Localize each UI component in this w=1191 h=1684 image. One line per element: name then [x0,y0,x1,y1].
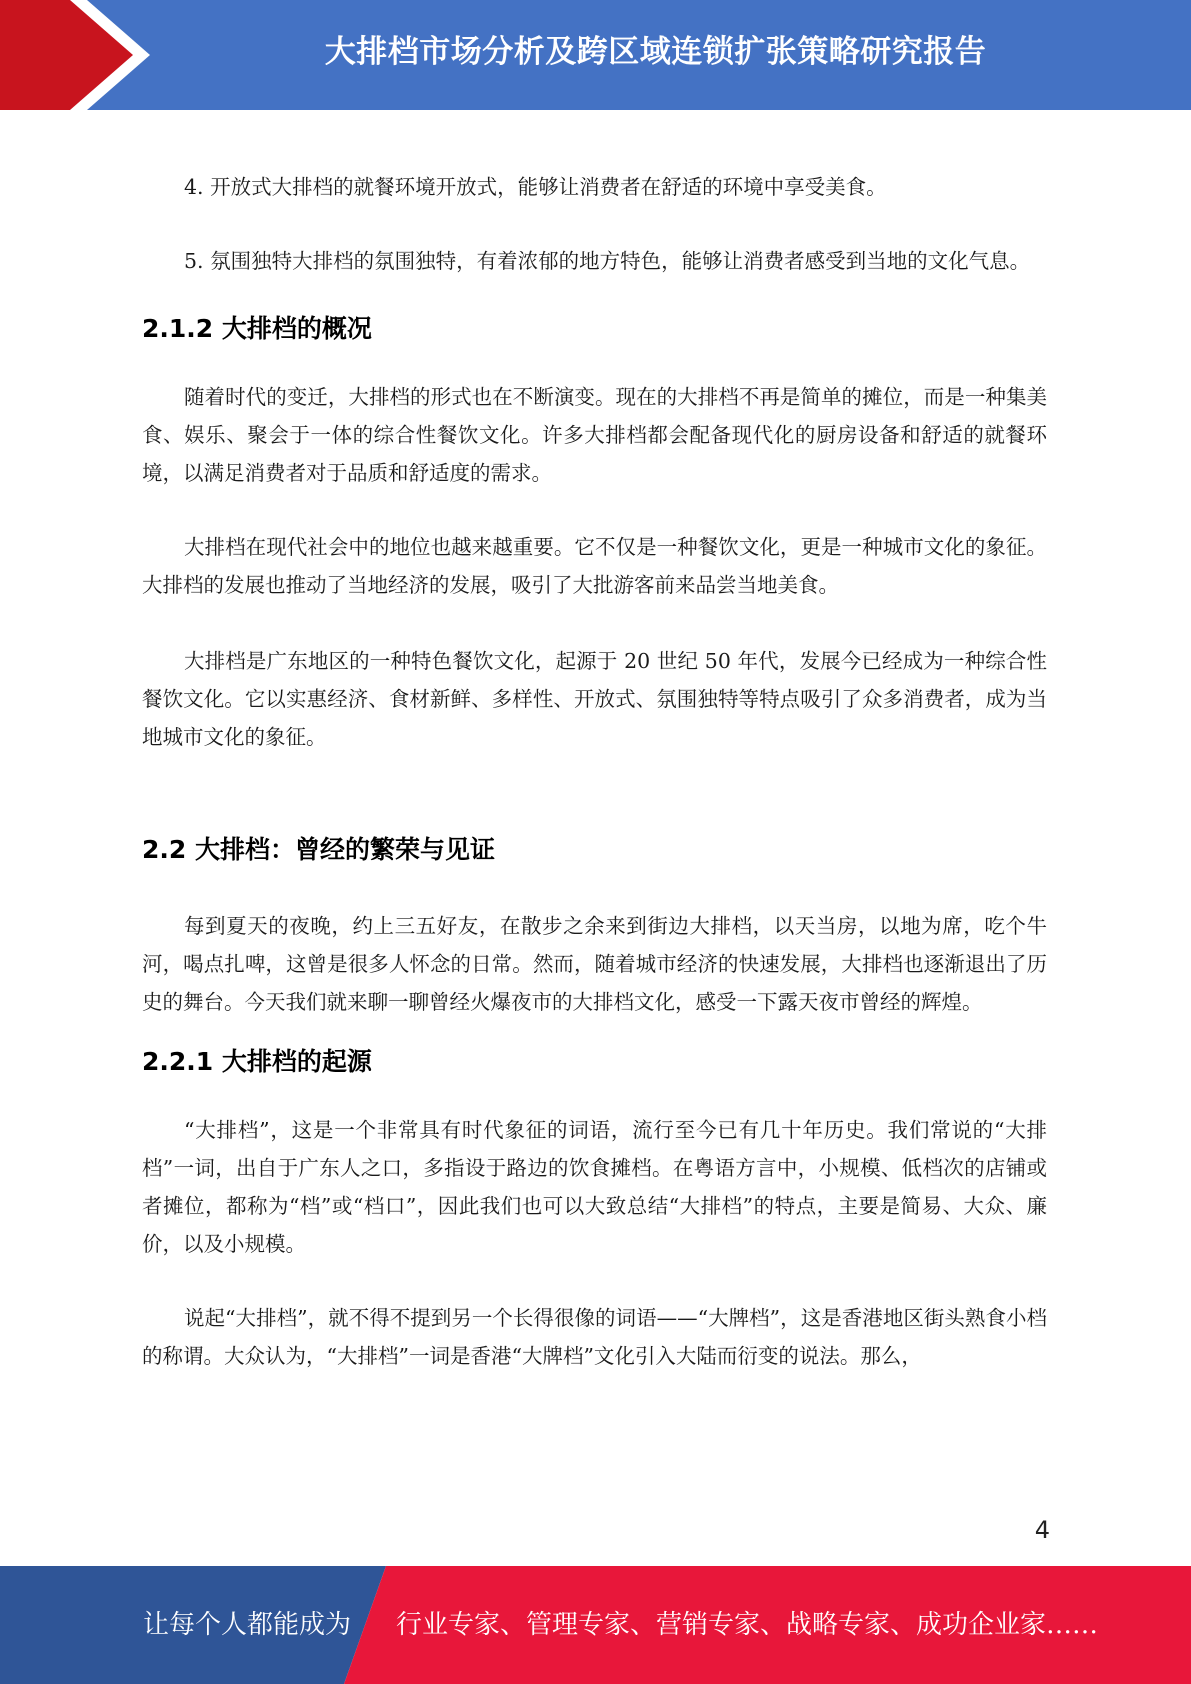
page-number: 4 [1034,1516,1050,1544]
report-title: 大排档市场分析及跨区域连锁扩张策略研究报告 [324,34,987,70]
heading-2-1-2: 2.1.2 大排档的概况 [142,314,372,343]
heading-2-2: 2.2 大排档：曾经的繁荣与见证 [142,835,495,864]
paragraph-unique-atmosphere: 5. 氛围独特大排档的氛围独特，有着浓郁的地方特色，能够让消费者感受到当地的文化气息。 [184,249,1031,273]
paragraph-origin-2: 说起“大排档”，就不得不提到另一个长得很像的词语——“大牌档”，这是香港地区街头熟食小档的称谓。大众认为，“大排档”一词是香港“大牌档”文化引入大陆而衍变的说法。那么， [142,1306,1047,1368]
footer-slogan-right: 行业专家、管理专家、营销专家、战略专家、成功企业家…… [396,1610,1099,1640]
paragraph-overview-3: 大排档是广东地区的一种特色餐饮文化，起源于 20 世纪 50 年代，发展今已经成为一种综合性餐饮文化。它以实惠经济、食材新鲜、多样性、开放式、氛围独特等特点吸引了众多消费者，成为当地城市文化的象征。 [142,649,1047,749]
paragraph-overview-2: 大排档在现代社会中的地位也越来越重要。它不仅是一种餐饮文化，更是一种城市文化的象征。大排档的发展也推动了当地经济的发展，吸引了大批游客前来品尝当地美食。 [142,535,1047,597]
heading-2-2-1: 2.2.1 大排档的起源 [142,1047,372,1076]
page-footer [0,1566,1191,1684]
paragraph-overview-1: 随着时代的变迁，大排档的形式也在不断演变。现在的大排档不再是简单的摊位，而是一种集美食、娱乐、聚会于一体的综合性餐饮文化。许多大排档都会配备现代化的厨房设备和舒适的就餐环境，以满足消费者对于品质和舒适度的需求。 [142,385,1047,485]
footer-slogan-left: 让每个人都能成为 [143,1610,352,1640]
paragraph-prosperity-1: 每到夏天的夜晚，约上三五好友，在散步之余来到街边大排档，以天当房，以地为席，吃个牛河，喝点扎啤，这曾是很多人怀念的日常。然而，随着城市经济的快速发展，大排档也逐渐退出了历史的舞台。今天我们就来聊一聊曾经火爆夜市的大排档文化，感受一下露天夜市曾经的辉煌。 [142,914,1047,1014]
page-header [0,0,1191,110]
main-content [142,168,1047,1375]
paragraph-open-environment: 4. 开放式大排档的就餐环境开放式，能够让消费者在舒适的环境中享受美食。 [184,175,887,199]
paragraph-origin-1: “大排档”，这是一个非常具有时代象征的词语，流行至今已有几十年历史。我们常说的“大排档”一词，出自于广东人之口，多指设于路边的饮食摊档。在粤语方言中，小规模、低档次的店铺或者摊位，都称为“档”或“档口”，因此我们也可以大致总结“大排档”的特点，主要是简易、大众、廉价，以及小规模。 [142,1118,1047,1256]
